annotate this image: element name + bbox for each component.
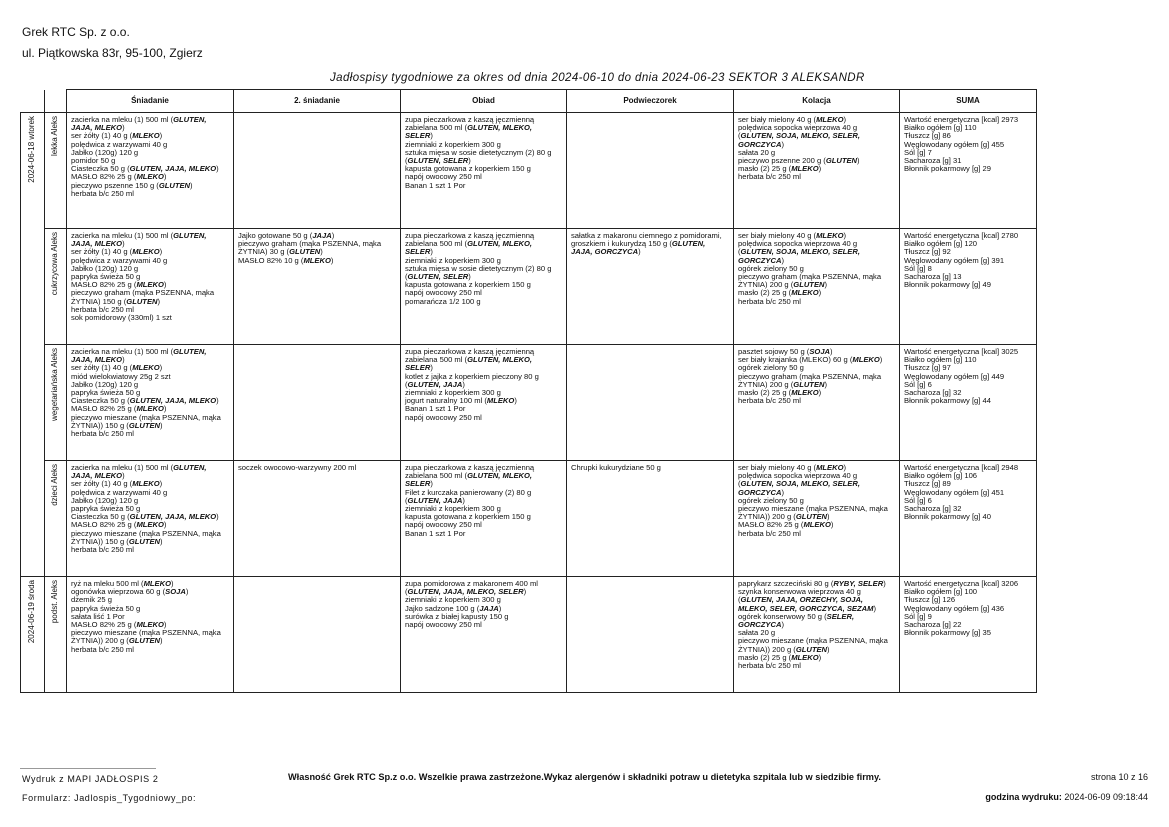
menu-line: zacierka na mleku (1) 500 ml (GLUTEN, <box>71 115 207 124</box>
menu-line: ogórek konserwowy 50 g (SELER, <box>738 611 855 621</box>
meal-cell <box>401 345 567 461</box>
menu-line: Jabłko (120g) 120 g <box>71 263 139 273</box>
menu-line: polędwica sopocka wieprzowa 40 g <box>738 471 858 481</box>
day-cell <box>21 113 45 577</box>
menu-line: Ciasteczka 50 g (GLUTEN, JAJA, MLEKO) <box>71 164 219 174</box>
menu-line: polędwica z warzywami 40 g <box>71 487 168 497</box>
meal-cell <box>234 577 401 693</box>
menu-line: Banan 1 szt 1 Por <box>405 528 466 538</box>
table-header-row <box>21 90 1037 113</box>
menu-line: Sól [g] 7 <box>904 147 932 157</box>
menu-line: ŻYTNIA)) 150 g (GLUTEN) <box>71 420 163 430</box>
menu-line: pieczywo mieszane (mąka PSZENNA, mąka <box>738 636 888 646</box>
menu-line: SELER) <box>405 479 433 489</box>
diet-cell <box>45 345 67 461</box>
column-header: Śniadanie <box>67 90 234 113</box>
summary-cell <box>900 461 1037 577</box>
menu-line: MASŁO 82% 25 g (MLEKO) <box>71 280 167 290</box>
menu-line: sztuka mięsa w sosie dietetycznym (2) 80 g <box>405 263 552 273</box>
menu-line: ryż na mleku 500 ml (MLEKO) <box>71 579 174 588</box>
diet-label: wegetariańska Aleks <box>50 348 60 421</box>
summary-cell <box>900 345 1037 461</box>
menu-line: ogórek zielony 50 g <box>738 263 804 273</box>
menu-line: polędwica z warzywami 40 g <box>71 139 168 149</box>
menu-line: Węglowodany ogółem [g] 451 <box>904 487 1005 497</box>
diet-cell <box>45 577 67 693</box>
menu-line: GORCZYCA) <box>738 620 784 630</box>
menu-line: napój owocowy 250 ml <box>405 412 482 422</box>
menu-line: (GLUTEN, SOJA, MLEKO, SELER, <box>738 131 860 141</box>
menu-line: JAJA, MLEKO) <box>71 355 125 365</box>
menu-line: kotlet z jajka z koperkiem pieczony 80 g <box>405 371 539 381</box>
menu-line: GORCZYCA) <box>738 487 784 497</box>
menu-line: (GLUTEN, SOJA, MLEKO, SELER, <box>738 479 860 489</box>
menu-line: kapusta gotowana z koperkiem 150 g <box>405 512 531 522</box>
day-label: 2024-06-18 wtorek <box>27 116 37 183</box>
print-time-value: 2024-06-09 09:18:44 <box>1064 792 1148 802</box>
menu-line: ziemniaki z koperkiem 300 g <box>405 388 501 398</box>
diet-label: lekka Aleks <box>50 116 60 157</box>
menu-line: napój owocowy 250 ml <box>405 288 482 298</box>
menu-line: polędwica z warzywami 40 g <box>71 255 168 265</box>
menu-line: (GLUTEN, JAJA) <box>405 379 465 389</box>
menu-line: Wartość energetyczna [kcal] 2973 <box>904 115 1019 124</box>
menu-line: sztuka mięsa w sosie dietetycznym (2) 80 g <box>405 147 552 157</box>
meal-cell <box>67 229 234 345</box>
weekly-menu-table <box>20 89 1037 693</box>
menu-line: pieczywo graham (mąka PSZENNA, mąka <box>738 371 882 381</box>
menu-line: Sól [g] 8 <box>904 263 932 273</box>
menu-line: Białko ogółem [g] 120 <box>904 239 978 249</box>
meal-cell <box>234 229 401 345</box>
meal-cell <box>734 345 900 461</box>
menu-line: (GLUTEN, SELER) <box>405 156 471 166</box>
menu-line: GORCZYCA) <box>738 139 784 149</box>
menu-line: dżemik 25 g <box>71 595 112 605</box>
menu-line: sałata 20 g <box>738 147 776 157</box>
column-header: Obiad <box>401 90 567 113</box>
diet-cell <box>45 229 67 345</box>
menu-line: zabielana 500 ml (GLUTEN, MLEKO, <box>405 355 533 365</box>
day-cell <box>21 577 45 693</box>
menu-line: Sól [g] 6 <box>904 379 932 389</box>
summary-cell <box>900 229 1037 345</box>
company-info <box>22 22 203 64</box>
menu-line: ŻYTNIA)) 200 g (GLUTEN) <box>738 644 830 654</box>
diet-cell <box>45 113 67 229</box>
meal-cell <box>67 577 234 693</box>
menu-line: sałatka z makaronu ciemnego z pomidorami, <box>571 231 722 240</box>
menu-line: pieczywo pszenne 150 g (GLUTEN) <box>71 180 193 190</box>
day-label: 2024-06-19 środa <box>27 580 37 644</box>
menu-line: zupa pieczarkowa z kaszą jęczmienną <box>405 231 535 240</box>
meal-cell <box>234 461 401 577</box>
meal-cell <box>67 461 234 577</box>
ownership-notice: Własność Grek RTC Sp.z o.o. Wszelkie prawa zastrzeżone.Wykaz alergenów i składniki potraw u dietetyka szpitala lub w siedzibie firmy. <box>288 772 881 782</box>
meal-cell <box>567 577 734 693</box>
menu-line: zupa pieczarkowa z kaszą jęczmienną <box>405 347 535 356</box>
table-row <box>21 113 1037 229</box>
menu-line: polędwica sopocka wieprzowa 40 g <box>738 239 858 249</box>
summary-cell <box>900 577 1037 693</box>
menu-line: pomarańcza 1/2 100 g <box>405 296 481 306</box>
menu-line: Jajko gotowane 50 g (JAJA) <box>238 231 335 240</box>
menu-line: Białko ogółem [g] 100 <box>904 587 978 597</box>
menu-line: herbata b/c 250 ml <box>71 429 134 439</box>
menu-line: Tłuszcz [g] 126 <box>904 595 956 605</box>
menu-line: Banan 1 szt 1 Por <box>405 404 466 414</box>
menu-line: napój owocowy 250 ml <box>405 620 482 630</box>
menu-line: GORCZYCA) <box>738 255 784 265</box>
meal-cell <box>401 229 567 345</box>
menu-line: ser biały mielony 40 g (MLEKO) <box>738 115 847 124</box>
table-row <box>21 229 1037 345</box>
header-corner <box>45 90 67 113</box>
menu-line: ser żółty (1) 40 g (MLEKO) <box>71 363 163 373</box>
meal-cell <box>401 577 567 693</box>
menu-line: herbata b/c 250 ml <box>71 304 134 314</box>
menu-line: Błonnik pokarmowy [g] 40 <box>904 512 991 522</box>
menu-line: herbata b/c 250 ml <box>71 188 134 198</box>
footer-divider <box>20 768 156 769</box>
company-name: Grek RTC Sp. z o.o. <box>22 25 130 39</box>
meal-cell <box>401 113 567 229</box>
menu-line: pieczywo mieszane (mąka PSZENNA, mąka <box>71 528 221 538</box>
menu-line: Sacharoza [g] 32 <box>904 388 962 398</box>
menu-line: Wartość energetyczna [kcal] 2948 <box>904 463 1019 472</box>
menu-line: Błonnik pokarmowy [g] 29 <box>904 164 991 174</box>
meal-cell <box>734 461 900 577</box>
menu-line: Węglowodany ogółem [g] 455 <box>904 139 1005 149</box>
menu-line: Błonnik pokarmowy [g] 49 <box>904 280 991 290</box>
menu-line: herbata b/c 250 ml <box>71 545 134 555</box>
summary-cell <box>900 113 1037 229</box>
table-row <box>21 345 1037 461</box>
report-title: Jadłospisy tygodniowe za okres od dnia 2024-06-10 do dnia 2024-06-23 SEKTOR 3 ALEKSANDR <box>330 72 865 84</box>
meal-cell <box>67 113 234 229</box>
menu-line: masło (2) 25 g (MLEKO) <box>738 288 822 298</box>
menu-line: herbata b/c 250 ml <box>738 296 801 306</box>
meal-cell <box>567 345 734 461</box>
meal-cell <box>234 345 401 461</box>
menu-line: jogurt naturalny 100 ml (MLEKO) <box>405 396 517 406</box>
menu-line: pieczywo mieszane (mąka PSZENNA, mąka <box>738 504 888 514</box>
menu-line: MASŁO 82% 25 g (MLEKO) <box>71 620 167 630</box>
menu-line: zabielana 500 ml (GLUTEN, MLEKO, <box>405 239 533 249</box>
menu-line: Błonnik pokarmowy [g] 44 <box>904 396 991 406</box>
menu-line: Sacharoza [g] 31 <box>904 156 962 166</box>
diet-cell <box>45 461 67 577</box>
menu-line: Węglowodany ogółem [g] 449 <box>904 371 1005 381</box>
table-row <box>21 577 1037 693</box>
menu-line: ziemniaki z koperkiem 300 g <box>405 504 501 514</box>
menu-line: SELER) <box>405 247 433 257</box>
menu-line: zabielana 500 ml (GLUTEN, MLEKO, <box>405 123 533 133</box>
menu-line: pieczywo pszenne 200 g (GLUTEN) <box>738 156 860 166</box>
menu-line: napój owocowy 250 ml <box>405 520 482 530</box>
menu-line: Sól [g] 6 <box>904 495 932 505</box>
menu-line: Jabłko (120g) 120 g <box>71 379 139 389</box>
menu-line: zupa pomidorowa z makaronem 400 ml <box>405 579 538 588</box>
menu-line: Ciasteczka 50 g (GLUTEN, JAJA, MLEKO) <box>71 512 219 522</box>
menu-line: paprykarz szczeciński 80 g (RYBY, SELER) <box>738 579 886 588</box>
menu-line: ser żółty (1) 40 g (MLEKO) <box>71 479 163 489</box>
menu-line: pieczywo graham (mąka PSZENNA, mąka <box>238 239 382 249</box>
menu-line: napój owocowy 250 ml <box>405 172 482 182</box>
menu-line: pieczywo mieszane (mąka PSZENNA, mąka <box>71 412 221 422</box>
menu-line: ŻYTNIA) 200 g (GLUTEN) <box>738 379 828 389</box>
menu-line: masło (2) 25 g (MLEKO) <box>738 388 822 398</box>
menu-line: zacierka na mleku (1) 500 ml (GLUTEN, <box>71 347 207 356</box>
menu-line: Błonnik pokarmowy [g] 35 <box>904 628 991 638</box>
column-header: Podwieczorek <box>567 90 734 113</box>
menu-line: ŻYTNIA) 200 g (GLUTEN) <box>738 280 828 290</box>
menu-line: pieczywo graham (mąka PSZENNA, mąka <box>738 272 882 282</box>
menu-line: soczek owocowo-warzywny 200 ml <box>238 463 357 472</box>
print-time-label: godzina wydruku: <box>985 792 1062 802</box>
column-header: 2. śniadanie <box>234 90 401 113</box>
menu-line: ser biały mielony 40 g (MLEKO) <box>738 231 847 240</box>
menu-line: zacierka na mleku (1) 500 ml (GLUTEN, <box>71 463 207 472</box>
menu-line: JAJA, MLEKO) <box>71 123 125 133</box>
menu-line: ŻYTNIA) 150 g (GLUTEN) <box>71 296 161 306</box>
menu-line: Białko ogółem [g] 106 <box>904 471 978 481</box>
menu-line: ser żółty (1) 40 g (MLEKO) <box>71 247 163 257</box>
print-time <box>985 792 1148 802</box>
menu-line: ziemniaki z koperkiem 300 g <box>405 139 501 149</box>
menu-line: MASŁO 82% 25 g (MLEKO) <box>738 520 834 530</box>
report-source <box>22 770 196 808</box>
menu-line: (GLUTEN, JAJA, MLEKO, SELER) <box>405 587 527 597</box>
header-corner <box>21 90 45 113</box>
menu-line: szynka konserwowa wieprzowa 40 g <box>738 587 861 597</box>
menu-line: masło (2) 25 g (MLEKO) <box>738 164 822 174</box>
report-source-line: Wydruk z MAPI JADŁOSPIS 2 <box>22 774 159 784</box>
menu-line: kapusta gotowana z koperkiem 150 g <box>405 280 531 290</box>
menu-line: ogonówka wieprzowa 60 g (SOJA) <box>71 587 189 597</box>
meal-cell <box>401 461 567 577</box>
menu-line: Ciasteczka 50 g (GLUTEN, JAJA, MLEKO) <box>71 396 219 406</box>
menu-line: JAJA, GORCZYCA) <box>571 247 641 257</box>
menu-line: ziemniaki z koperkiem 300 g <box>405 255 501 265</box>
menu-line: Jabłko (120g) 120 g <box>71 147 139 157</box>
menu-line: miód wielokwiatowy 25g 2 szt <box>71 371 171 381</box>
menu-line: pomidor 50 g <box>71 156 116 166</box>
menu-line: (GLUTEN, SELER) <box>405 272 471 282</box>
menu-line: papryka świeża 50 g <box>71 272 141 282</box>
menu-line: Chrupki kukurydziane 50 g <box>571 463 661 472</box>
menu-line: zupa pieczarkowa z kaszą jęczmienną <box>405 115 535 124</box>
meal-cell <box>567 229 734 345</box>
menu-line: ser biały mielony 40 g (MLEKO) <box>738 463 847 472</box>
menu-line: (GLUTEN, JAJA, ORZECHY, SOJA, <box>738 595 864 605</box>
menu-line: Jabłko (120g) 120 g <box>71 495 139 505</box>
menu-line: kapusta gotowana z koperkiem 150 g <box>405 164 531 174</box>
menu-line: MASŁO 82% 10 g (MLEKO) <box>238 255 334 265</box>
menu-line: surówka z białej kapusty 150 g <box>405 611 509 621</box>
menu-line: Wartość energetyczna [kcal] 2780 <box>904 231 1019 240</box>
menu-line: SELER) <box>405 131 433 141</box>
menu-line: polędwica sopocka wieprzowa 40 g <box>738 123 858 133</box>
menu-line: Tłuszcz [g] 97 <box>904 363 951 373</box>
menu-line: sok pomidorowy (330ml) 1 szt <box>71 313 172 323</box>
menu-line: SELER) <box>405 363 433 373</box>
meal-cell <box>67 345 234 461</box>
meal-cell <box>567 113 734 229</box>
menu-line: ser biały krajanka (MLEKO) 60 g (MLEKO) <box>738 355 883 365</box>
menu-line: MASŁO 82% 25 g (MLEKO) <box>71 172 167 182</box>
menu-line: ŻYTNIA)) 200 g (GLUTEN) <box>738 512 830 522</box>
menu-line: Węglowodany ogółem [g] 391 <box>904 255 1005 265</box>
menu-line: Jajko sadzone 100 g (JAJA) <box>405 603 502 613</box>
menu-line: MASŁO 82% 25 g (MLEKO) <box>71 404 167 414</box>
column-header: Kolacja <box>734 90 900 113</box>
menu-line: ŻYTNIA) 30 g (GLUTEN) <box>238 247 323 257</box>
menu-line: masło (2) 25 g (MLEKO) <box>738 652 822 662</box>
diet-label: cukrzycowa Aleks <box>50 232 60 296</box>
meal-cell <box>234 113 401 229</box>
menu-line: papryka świeża 50 g <box>71 603 141 613</box>
menu-line: Tłuszcz [g] 92 <box>904 247 951 257</box>
menu-line: Białko ogółem [g] 110 <box>904 355 977 365</box>
menu-line: Tłuszcz [g] 89 <box>904 479 951 489</box>
report-form-line: Formularz: Jadlospis_Tygodniowy_po: <box>22 793 197 803</box>
menu-line: JAJA, MLEKO) <box>71 471 125 481</box>
menu-line: ser żółty (1) 40 g (MLEKO) <box>71 131 163 141</box>
menu-line: (GLUTEN, JAJA) <box>405 495 465 505</box>
menu-line: Wartość energetyczna [kcal] 3206 <box>904 579 1019 588</box>
meal-cell <box>734 113 900 229</box>
menu-line: Sacharoza [g] 13 <box>904 272 962 282</box>
menu-line: MASŁO 82% 25 g (MLEKO) <box>71 520 167 530</box>
menu-line: Filet z kurczaka panierowany (2) 80 g <box>405 487 532 497</box>
menu-line: herbata b/c 250 ml <box>71 644 134 654</box>
menu-line: Węglowodany ogółem [g] 436 <box>904 603 1005 613</box>
menu-line: sałata 20 g <box>738 628 776 638</box>
menu-line: Tłuszcz [g] 86 <box>904 131 951 141</box>
menu-line: ŻYTNIA)) 200 g (GLUTEN) <box>71 636 163 646</box>
menu-line: Banan 1 szt 1 Por <box>405 180 466 190</box>
menu-line: herbata b/c 250 ml <box>738 396 801 406</box>
menu-line: ziemniaki z koperkiem 300 g <box>405 595 501 605</box>
meal-cell <box>734 229 900 345</box>
menu-line: sałata liść 1 Por <box>71 611 125 621</box>
menu-line: (GLUTEN, SOJA, MLEKO, SELER, <box>738 247 860 257</box>
page-number: strona 10 z 16 <box>1090 772 1148 782</box>
menu-line: pieczywo mieszane (mąka PSZENNA, mąka <box>71 628 221 638</box>
diet-label: podst. Aleks <box>50 580 60 624</box>
menu-line: MLEKO, SELER, GORCZYCA, SEZAM) <box>738 603 876 613</box>
menu-line: herbata b/c 250 ml <box>738 172 801 182</box>
menu-line: Białko ogółem [g] 110 <box>904 123 977 133</box>
menu-line: Wartość energetyczna [kcal] 3025 <box>904 347 1019 356</box>
menu-line: papryka świeża 50 g <box>71 504 141 514</box>
menu-line: ogórek zielony 50 g <box>738 495 804 505</box>
table-row <box>21 461 1037 577</box>
menu-line: JAJA, MLEKO) <box>71 239 125 249</box>
column-header: SUMA <box>900 90 1037 113</box>
diet-label: dzieci Aleks <box>50 464 60 506</box>
menu-line: Sól [g] 9 <box>904 611 932 621</box>
menu-line: Sacharoza [g] 32 <box>904 504 962 514</box>
menu-line: zabielana 500 ml (GLUTEN, MLEKO, <box>405 471 533 481</box>
menu-line: Sacharoza [g] 22 <box>904 620 962 630</box>
menu-line: pasztet sojowy 50 g (SOJA) <box>738 347 833 356</box>
menu-line: zupa pieczarkowa z kaszą jęczmienną <box>405 463 535 472</box>
meal-cell <box>567 461 734 577</box>
menu-line: papryka świeża 50 g <box>71 388 141 398</box>
menu-line: ogórek zielony 50 g <box>738 363 804 373</box>
menu-line: herbata b/c 250 ml <box>738 661 801 671</box>
menu-line: groszkiem i kukurydzą 150 g (GLUTEN, <box>571 239 706 249</box>
meal-cell <box>734 577 900 693</box>
company-address: ul. Piątkowska 83r, 95-100, Zgierz <box>22 46 203 60</box>
menu-line: zacierka na mleku (1) 500 ml (GLUTEN, <box>71 231 207 240</box>
menu-line: ŻYTNIA)) 150 g (GLUTEN) <box>71 536 163 546</box>
menu-line: pieczywo graham (mąka PSZENNA, mąka <box>71 288 215 298</box>
menu-line: herbata b/c 250 ml <box>738 528 801 538</box>
